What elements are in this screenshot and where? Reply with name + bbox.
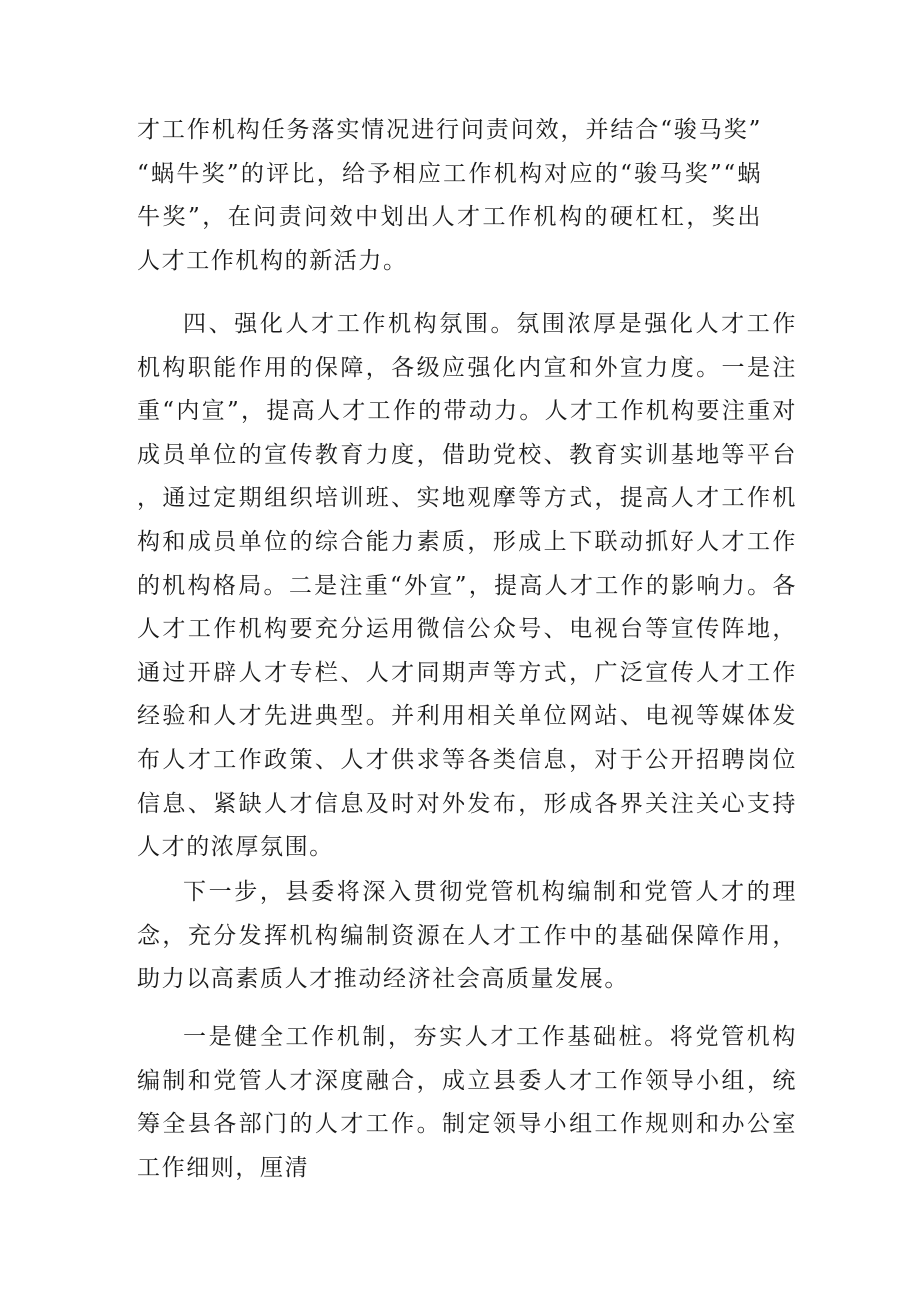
paragraph-continuation: 才工作机构任务落实情况进行问责问效，并结合“骏马奖”“蜗牛奖”的评比，给予相应工作机构对应的“骏马奖”“蜗牛奖”，在问责问效中划出人才工作机构的硬杠杠，奖出人才工作机构的新活力。 [137,117,762,274]
paragraph-next-step: 下一步，县委将深入贯彻党管机构编制和党管人才的理念，充分发挥机构编制资源在人才工作中的基础保障作用，助力以高素质人才推动经济社会高质量发展。 [137,879,797,993]
paragraph-section-four: 四、强化人才工作机构氛围。氛围浓厚是强化人才工作机构职能作用的保障，各级应强化内宣和外宣力度。一是注重“内宣”，提高人才工作的带动力。人才工作机构要注重对成员单位的宣传教育力度，借助党校、教育实训基地等平台，通过定期组织培训班、实地观摩等方式，提高人才工作机构和成员单位的综合能力素质，形成上下联动抓好人才工作的机构格局。二是注重“外宣”，提高人才工作的影响力。各人才工作机构要充分运用微信公众号、电视台等宣传阵地，通过开辟人才专栏、人才同期声等方式，广泛宣传人才工作经验和人才先进典型。并利用相关单位网站、电视等媒体发布人才工作政策、人才供求等各类信息，对于公开招聘岗位信息、紧缺人才信息及时对外发布，形成各界关注关心支持人才的浓厚氛围。 [137,311,797,861]
paragraph-point-one: 一是健全工作机制，夯实人才工作基础桩。将党管机构编制和党管人才深度融合，成立县委人才工作领导小组，统筹全县各部门的人才工作。制定领导小组工作规则和办公室工作细则，厘清 [137,1024,797,1181]
